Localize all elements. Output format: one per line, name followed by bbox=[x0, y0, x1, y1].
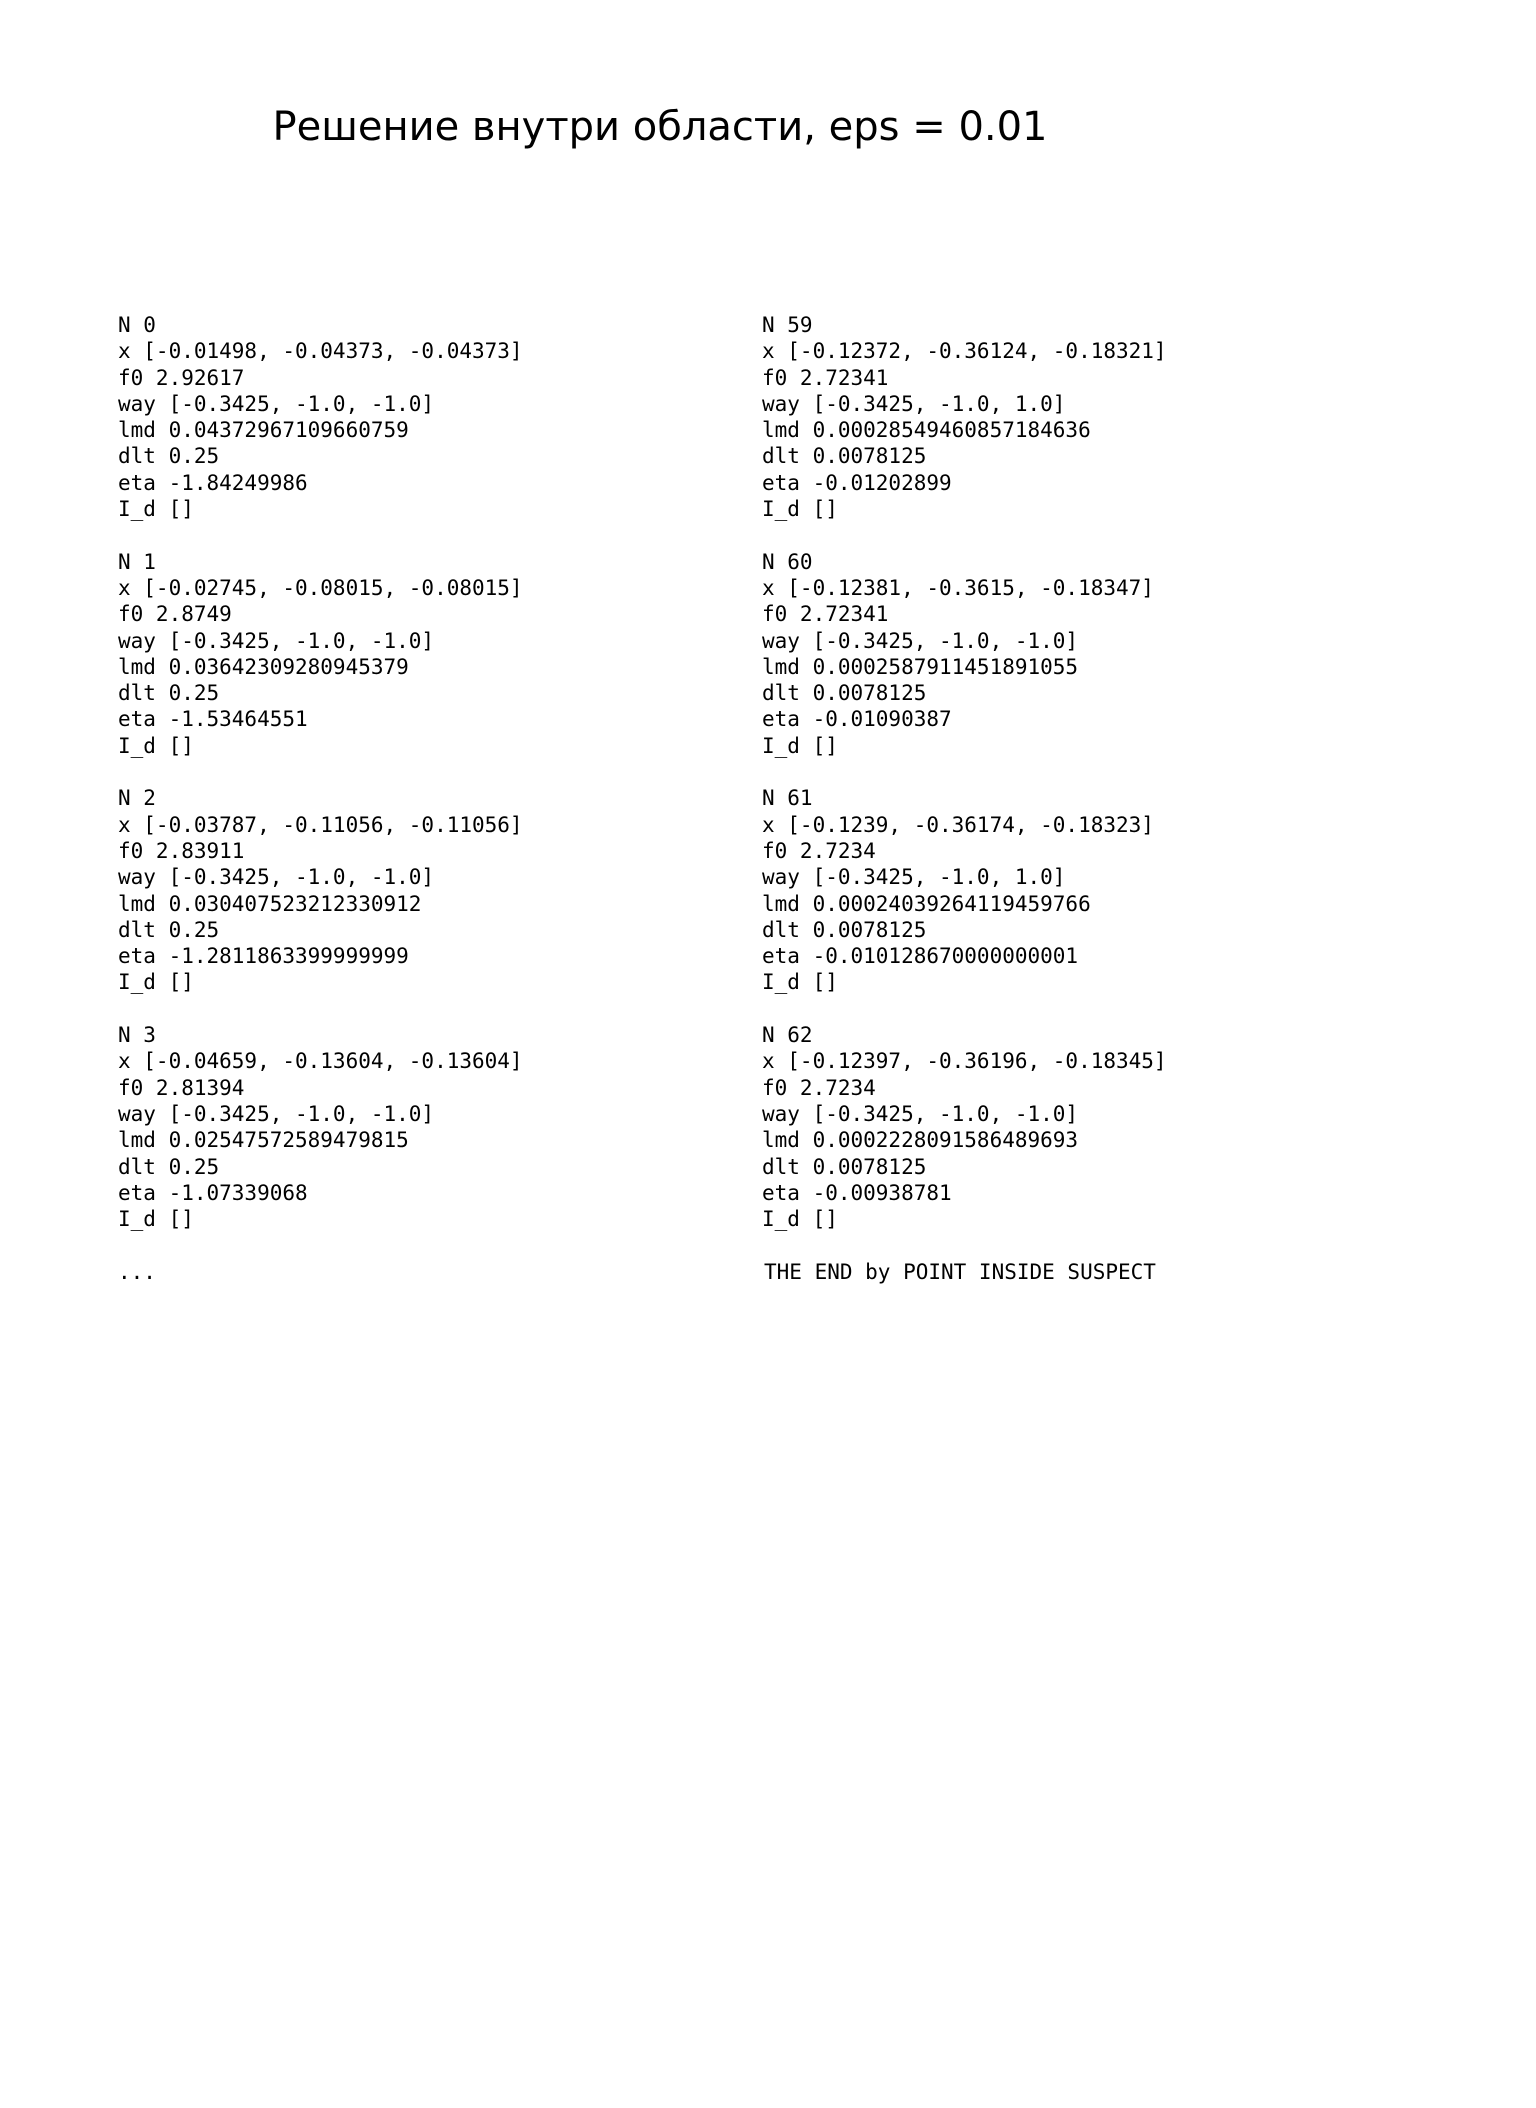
id-set: I_d [] bbox=[762, 497, 838, 522]
dlt-value: dlt 0.0078125 bbox=[762, 444, 927, 469]
lmd-value: lmd 0.04372967109660759 bbox=[118, 418, 409, 443]
lmd-value: lmd 0.00024039264119459766 bbox=[762, 891, 1091, 916]
iteration-block bbox=[118, 312, 718, 522]
id-set: I_d [] bbox=[118, 1207, 194, 1232]
eta-value: eta -1.84249986 bbox=[118, 470, 308, 495]
id-set: I_d [] bbox=[118, 970, 194, 995]
eta-value: eta -0.010128670000000001 bbox=[762, 944, 1079, 969]
iteration-number: N 62 bbox=[762, 1023, 813, 1048]
dlt-value: dlt 0.25 bbox=[118, 1154, 220, 1179]
iteration-number: N 3 bbox=[118, 1023, 156, 1048]
f0-value: f0 2.7234 bbox=[762, 1075, 876, 1100]
page-title: Решение внутри области, eps = 0.01 bbox=[272, 104, 1048, 150]
f0-value: f0 2.72341 bbox=[762, 365, 889, 390]
iteration-block bbox=[762, 1022, 1402, 1232]
x-vector: x [-0.02745, -0.08015, -0.08015] bbox=[118, 575, 523, 600]
f0-value: f0 2.7234 bbox=[762, 838, 876, 863]
lmd-value: lmd 0.03642309280945379 bbox=[118, 654, 409, 679]
id-set: I_d [] bbox=[762, 733, 838, 758]
f0-value: f0 2.92617 bbox=[118, 365, 245, 390]
x-vector: x [-0.12372, -0.36124, -0.18321] bbox=[762, 339, 1167, 364]
omitted-iterations-ellipsis: ... bbox=[118, 1259, 156, 1284]
eta-value: eta -0.01202899 bbox=[762, 470, 952, 495]
way-vector: way [-0.3425, -1.0, 1.0] bbox=[762, 391, 1066, 416]
f0-value: f0 2.81394 bbox=[118, 1075, 245, 1100]
way-vector: way [-0.3425, -1.0, 1.0] bbox=[762, 865, 1066, 890]
lmd-value: lmd 0.0002587911451891055 bbox=[762, 654, 1079, 679]
id-set: I_d [] bbox=[762, 970, 838, 995]
id-set: I_d [] bbox=[118, 497, 194, 522]
iteration-block bbox=[118, 785, 718, 995]
iteration-block bbox=[762, 312, 1402, 522]
x-vector: x [-0.12397, -0.36196, -0.18345] bbox=[762, 1049, 1167, 1074]
dlt-value: dlt 0.0078125 bbox=[762, 917, 927, 942]
dlt-value: dlt 0.0078125 bbox=[762, 1154, 927, 1179]
way-vector: way [-0.3425, -1.0, -1.0] bbox=[118, 1101, 435, 1126]
id-set: I_d [] bbox=[118, 733, 194, 758]
right-column bbox=[762, 312, 1402, 1285]
iteration-block bbox=[762, 785, 1402, 995]
x-vector: x [-0.1239, -0.36174, -0.18323] bbox=[762, 812, 1154, 837]
way-vector: way [-0.3425, -1.0, -1.0] bbox=[118, 628, 435, 653]
iteration-number: N 60 bbox=[762, 549, 813, 574]
dlt-value: dlt 0.25 bbox=[118, 681, 220, 706]
eta-value: eta -0.01090387 bbox=[762, 707, 952, 732]
x-vector: x [-0.04659, -0.13604, -0.13604] bbox=[118, 1049, 523, 1074]
lmd-value: lmd 0.00028549460857184636 bbox=[762, 418, 1091, 443]
eta-value: eta -1.2811863399999999 bbox=[118, 944, 409, 969]
iteration-block bbox=[118, 549, 718, 759]
dlt-value: dlt 0.0078125 bbox=[762, 681, 927, 706]
eta-value: eta -0.00938781 bbox=[762, 1180, 952, 1205]
left-column bbox=[118, 312, 718, 1285]
f0-value: f0 2.72341 bbox=[762, 602, 889, 627]
iteration-number: N 61 bbox=[762, 786, 813, 811]
iteration-number: N 1 bbox=[118, 549, 156, 574]
x-vector: x [-0.01498, -0.04373, -0.04373] bbox=[118, 339, 523, 364]
id-set: I_d [] bbox=[762, 1207, 838, 1232]
way-vector: way [-0.3425, -1.0, -1.0] bbox=[118, 391, 435, 416]
eta-value: eta -1.07339068 bbox=[118, 1180, 308, 1205]
x-vector: x [-0.03787, -0.11056, -0.11056] bbox=[118, 812, 523, 837]
x-vector: x [-0.12381, -0.3615, -0.18347] bbox=[762, 575, 1154, 600]
f0-value: f0 2.8749 bbox=[118, 602, 232, 627]
way-vector: way [-0.3425, -1.0, -1.0] bbox=[762, 628, 1079, 653]
way-vector: way [-0.3425, -1.0, -1.0] bbox=[762, 1101, 1079, 1126]
lmd-value: lmd 0.0002228091586489693 bbox=[762, 1128, 1079, 1153]
eta-value: eta -1.53464551 bbox=[118, 707, 308, 732]
dlt-value: dlt 0.25 bbox=[118, 444, 220, 469]
end-message: THE END by POINT INSIDE SUSPECT bbox=[764, 1259, 1156, 1284]
f0-value: f0 2.83911 bbox=[118, 838, 245, 863]
iteration-block bbox=[118, 1022, 718, 1232]
iteration-number: N 2 bbox=[118, 786, 156, 811]
lmd-value: lmd 0.030407523212330912 bbox=[118, 891, 422, 916]
iteration-number: N 0 bbox=[118, 313, 156, 337]
dlt-value: dlt 0.25 bbox=[118, 917, 220, 942]
way-vector: way [-0.3425, -1.0, -1.0] bbox=[118, 865, 435, 890]
lmd-value: lmd 0.02547572589479815 bbox=[118, 1128, 409, 1153]
iteration-number: N 59 bbox=[762, 313, 813, 337]
iteration-block bbox=[762, 549, 1402, 759]
